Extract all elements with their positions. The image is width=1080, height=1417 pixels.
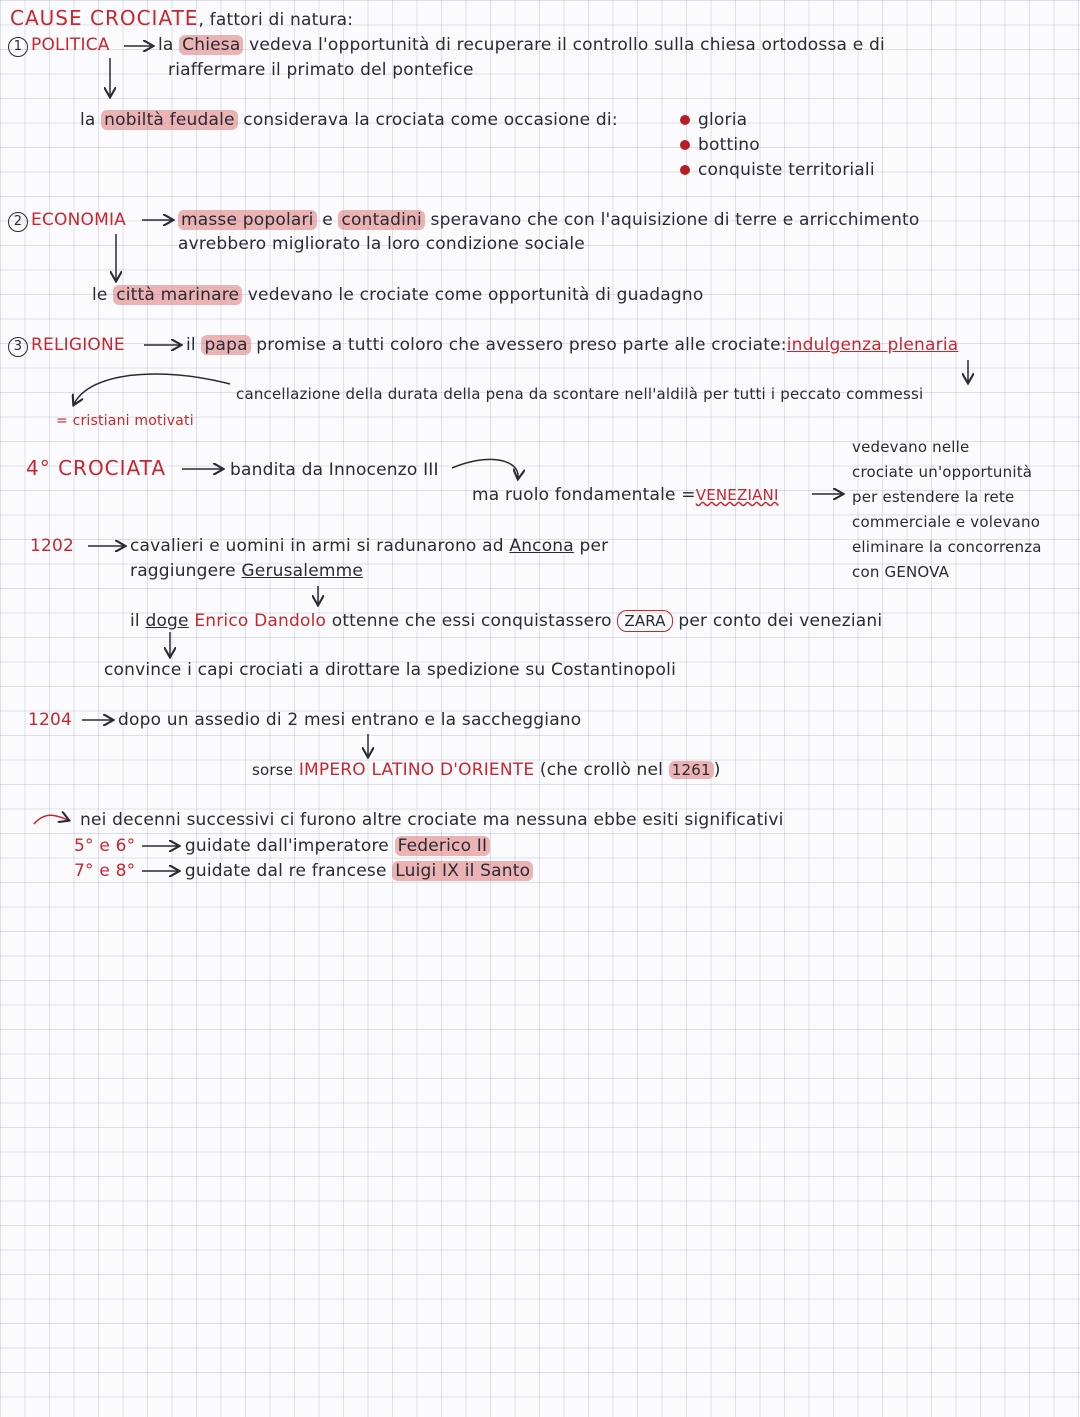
list-item: conquiste territoriali bbox=[680, 160, 875, 180]
convince-line: convince i capi crociati a dirottare la spedizione su Costantinopoli bbox=[104, 660, 676, 680]
religione-header bbox=[8, 335, 125, 357]
citta-line: le città marinare vedevano le crociate come opportunità di guadagno bbox=[92, 285, 704, 305]
y1202-line1: cavalieri e uomini in armi si radunarono ad Ancona per bbox=[130, 536, 609, 556]
politica-header bbox=[8, 35, 110, 57]
nobilta-highlight: nobiltà feudale bbox=[101, 110, 238, 130]
bullet-dot-icon bbox=[680, 165, 690, 175]
nobilta-line bbox=[80, 110, 618, 130]
list-item: bottino bbox=[680, 135, 875, 155]
chiesa-highlight: Chiesa bbox=[179, 35, 243, 55]
page-title bbox=[10, 8, 353, 30]
later-line: nei decenni successivi ci furono altre crociate ma nessuna ebbe esiti significativi bbox=[80, 810, 784, 830]
religione-line1: il papa promise a tutti coloro che avessero preso parte alle crociate:indulgenza plenaria bbox=[186, 335, 959, 355]
indulgenza-label: indulgenza plenaria bbox=[786, 335, 959, 355]
nob-rest: considerava la crociata come occasione di: bbox=[243, 110, 618, 130]
economia-header bbox=[8, 210, 126, 232]
economia-label: ECONOMIA bbox=[31, 210, 127, 230]
list-item: gloria bbox=[680, 110, 875, 130]
impero-line: sorse IMPERO LATINO D'ORIENTE (che crollò nel 1261 ) bbox=[252, 760, 721, 780]
bullet-dot-icon bbox=[680, 140, 690, 150]
politica-number: 1 bbox=[8, 37, 28, 57]
economia-line2: avrebbero migliorato la loro condizione sociale bbox=[178, 234, 585, 254]
masse-highlight: masse popolari bbox=[178, 210, 317, 230]
bullet-list bbox=[680, 110, 875, 180]
gerusalemme-label: Gerusalemme bbox=[241, 561, 364, 581]
year-1202: 1202 bbox=[30, 536, 75, 556]
title-rest: , fattori di natura: bbox=[198, 10, 354, 30]
economia-number: 2 bbox=[8, 212, 28, 232]
y1204-line: dopo un assedio di 2 mesi entrano e la saccheggiano bbox=[118, 710, 582, 730]
nob-pre: la bbox=[80, 110, 96, 130]
politica-line1: la Chiesa vedeva l'opportunità di recuperare il controllo sulla chiesa ortodossa e di bbox=[158, 35, 885, 55]
title-main: CAUSE CROCIATE bbox=[10, 6, 199, 30]
veneziani-label: VENEZIANI bbox=[695, 486, 779, 504]
religione-label: RELIGIONE bbox=[31, 335, 125, 355]
politica-label: POLITICA bbox=[31, 35, 110, 55]
luigi-highlight: Luigi IX il Santo bbox=[392, 861, 533, 881]
later-row-2: 7° e 8° guidate dal re francese Luigi IX il Santo bbox=[74, 861, 533, 881]
economia-line1: masse popolari e contadini speravano che con l'aquisizione di terre e arricchimento bbox=[178, 210, 920, 230]
bullet-dot-icon bbox=[680, 115, 690, 125]
year-1204: 1204 bbox=[28, 710, 73, 730]
ancona-label: Ancona bbox=[509, 536, 574, 556]
quarta-label: 4° CROCIATA bbox=[26, 456, 167, 480]
doge-label: doge bbox=[145, 611, 189, 631]
zara-label: ZARA bbox=[617, 610, 672, 632]
ruolo-line: ma ruolo fondamentale =VENEZIANI bbox=[472, 485, 779, 505]
dandolo-label: Enrico Dandolo bbox=[194, 611, 327, 631]
cancellazione-line: cancellazione della durata della pena da scontare nell'aldilà per tutti i peccato commessi bbox=[236, 385, 924, 403]
federico-highlight: Federico II bbox=[395, 836, 491, 856]
motivati-note: = cristiani motivati bbox=[56, 413, 194, 429]
papa-highlight: papa bbox=[201, 335, 250, 355]
impero-label: IMPERO LATINO D'ORIENTE bbox=[298, 760, 535, 780]
veneziani-side-note: vedevano nelle crociate un'opportunità per estendere la rete commerciale e volevano eliminare la concorrenza con GENOVA bbox=[852, 438, 1042, 581]
religione-number: 3 bbox=[8, 337, 28, 357]
crollo-year: 1261 bbox=[669, 761, 714, 779]
citta-highlight: città marinare bbox=[113, 285, 242, 305]
later-row-1: 5° e 6° guidate dall'imperatore Federico II bbox=[74, 836, 490, 856]
doge-line: il doge Enrico Dandolo ottenne che essi conquistassero ZARA per conto dei veneziani bbox=[130, 611, 883, 631]
bandita-line: bandita da Innocenzo III bbox=[230, 460, 439, 480]
contadini-highlight: contadini bbox=[338, 210, 424, 230]
politica-text1: vedeva l'opportunità di recuperare il controllo sulla chiesa ortodossa e di bbox=[249, 35, 885, 55]
politica-line2: riaffermare il primato del pontefice bbox=[168, 60, 474, 80]
y1202-line2: raggiungere Gerusalemme bbox=[130, 561, 364, 581]
